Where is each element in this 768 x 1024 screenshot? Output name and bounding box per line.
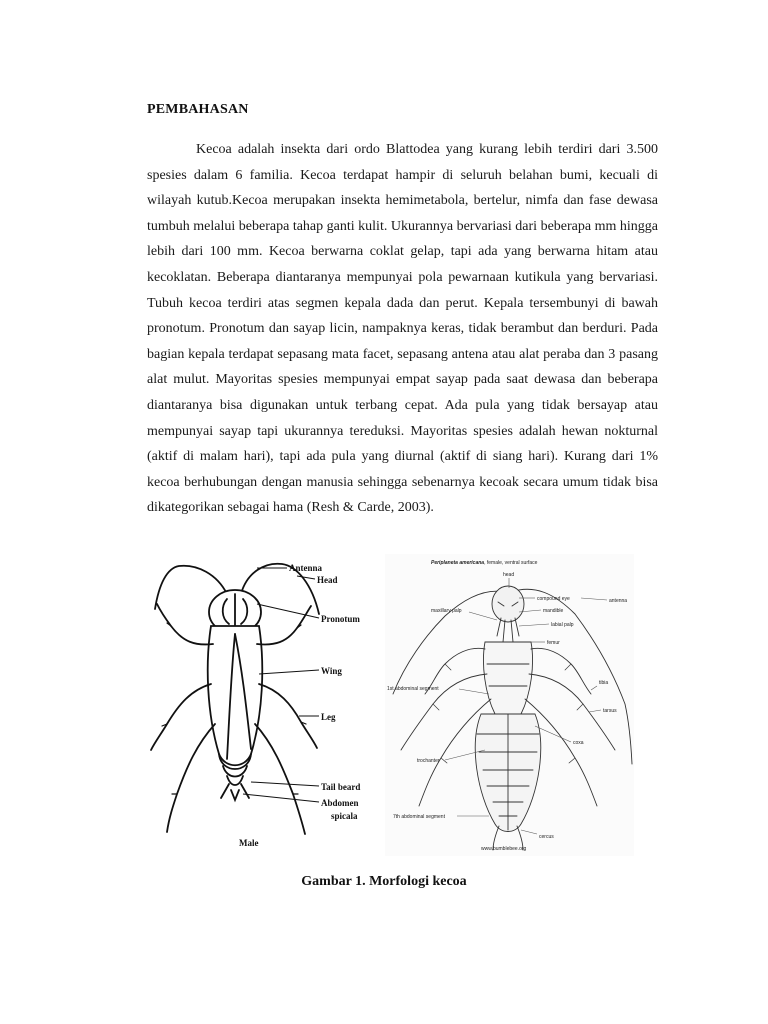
section-heading: PEMBAHASAN: [147, 102, 249, 117]
figure-title-rest: , female, ventral surface: [484, 560, 538, 566]
body-paragraph: Kecoa adalah insekta dari ordo Blattodea yang kurang lebih terdiri dari 3.500 spesies dalam 6 familia. Kecoa terdapat hampir di seluruh belahan bumi, kecuali di wilayah kutub.Kecoa merupakan insekta hemimetabola, bertelur, nimfa dan fase dewasa tumbuh melalui beberapa tahap ganti kulit. Ukurannya bervariasi dari beberapa mm hingga lebih dari 100 mm. Kecoa berwarna coklat gelap, tapi ada yang berwarna hitam atau kecoklatan. Beberapa diantaranya mempunyai pola pewarnaan kutikula yang bervariasi. Tubuh kecoa terdiri atas segmen kepala dada dan perut. Kepala tersembunyi di bawah pronotum. Pronotum dan sayap licin, nampaknya keras, tidak berambut dan berduri. Pada bagian kepala terdapat sepasang mata facet, sepasang antena atau alat peraba dan 3 pasang alat mulut. Mayoritas spesies mempunyai empat sayap pada saat dewasa dan beberapa diantaranya bisa digunakan untuk terbang cepat. Ada pula yang tidak bersayap atau mempunyai sayap tapi ukurannya tereduksi. Mayoritas spesies adalah hewan nokturnal (aktif di malam hari), tapi ada pula yang diurnal (aktif di siang hari). Kurang dari 1% kecoa berhubungan dengan manusia sehingga sebenarnya kecoak secara umum tidak bisa dikategorikan sebagai hama (Resh & Carde, 2003).: [147, 142, 658, 516]
label-tail-beard: Tail beard: [321, 782, 361, 792]
label-head: Head: [317, 575, 338, 585]
svg-text:Periplaneta americana, female,: [431, 560, 538, 566]
label-head-r: head: [503, 572, 515, 578]
label-mandible: mandible: [543, 608, 564, 614]
label-femur: femur: [547, 640, 560, 646]
label-antenna: Antenna: [289, 563, 323, 573]
label-leg: Leg: [321, 712, 336, 722]
cockroach-ventral-illustration: [385, 554, 634, 856]
label-source-url: www.bumblebee.org: [481, 846, 527, 852]
label-labial-palp: labial palp: [551, 622, 574, 628]
label-male: Male: [239, 838, 259, 848]
label-tibia: tibia: [599, 680, 609, 686]
label-antenna-r: antenna: [609, 598, 628, 604]
cockroach-figure: [147, 554, 634, 856]
label-coxa: coxa: [573, 740, 584, 746]
label-compound-eye: compound eye: [537, 596, 570, 602]
label-pronotum: Pronotum: [321, 614, 360, 624]
figure-title-species: Periplaneta americana: [431, 560, 485, 566]
label-tarsus: tarsus: [603, 708, 617, 714]
cockroach-dorsal-illustration: [147, 554, 382, 856]
label-maxillary-palp: maxillary palp: [431, 608, 462, 614]
label-wing: Wing: [321, 666, 342, 676]
label-1st-abdominal-segment: 1st abdominal segment: [387, 686, 439, 692]
label-trochanter: trochanter: [417, 758, 440, 764]
label-cercus: cercus: [539, 834, 554, 840]
label-abdomen: Abdomen: [321, 798, 359, 808]
label-spicala: spicala: [331, 811, 358, 821]
label-7th-abdominal-segment: 7th abdominal segment: [393, 814, 445, 820]
figure-caption: Gambar 1. Morfologi kecoa: [301, 874, 467, 889]
